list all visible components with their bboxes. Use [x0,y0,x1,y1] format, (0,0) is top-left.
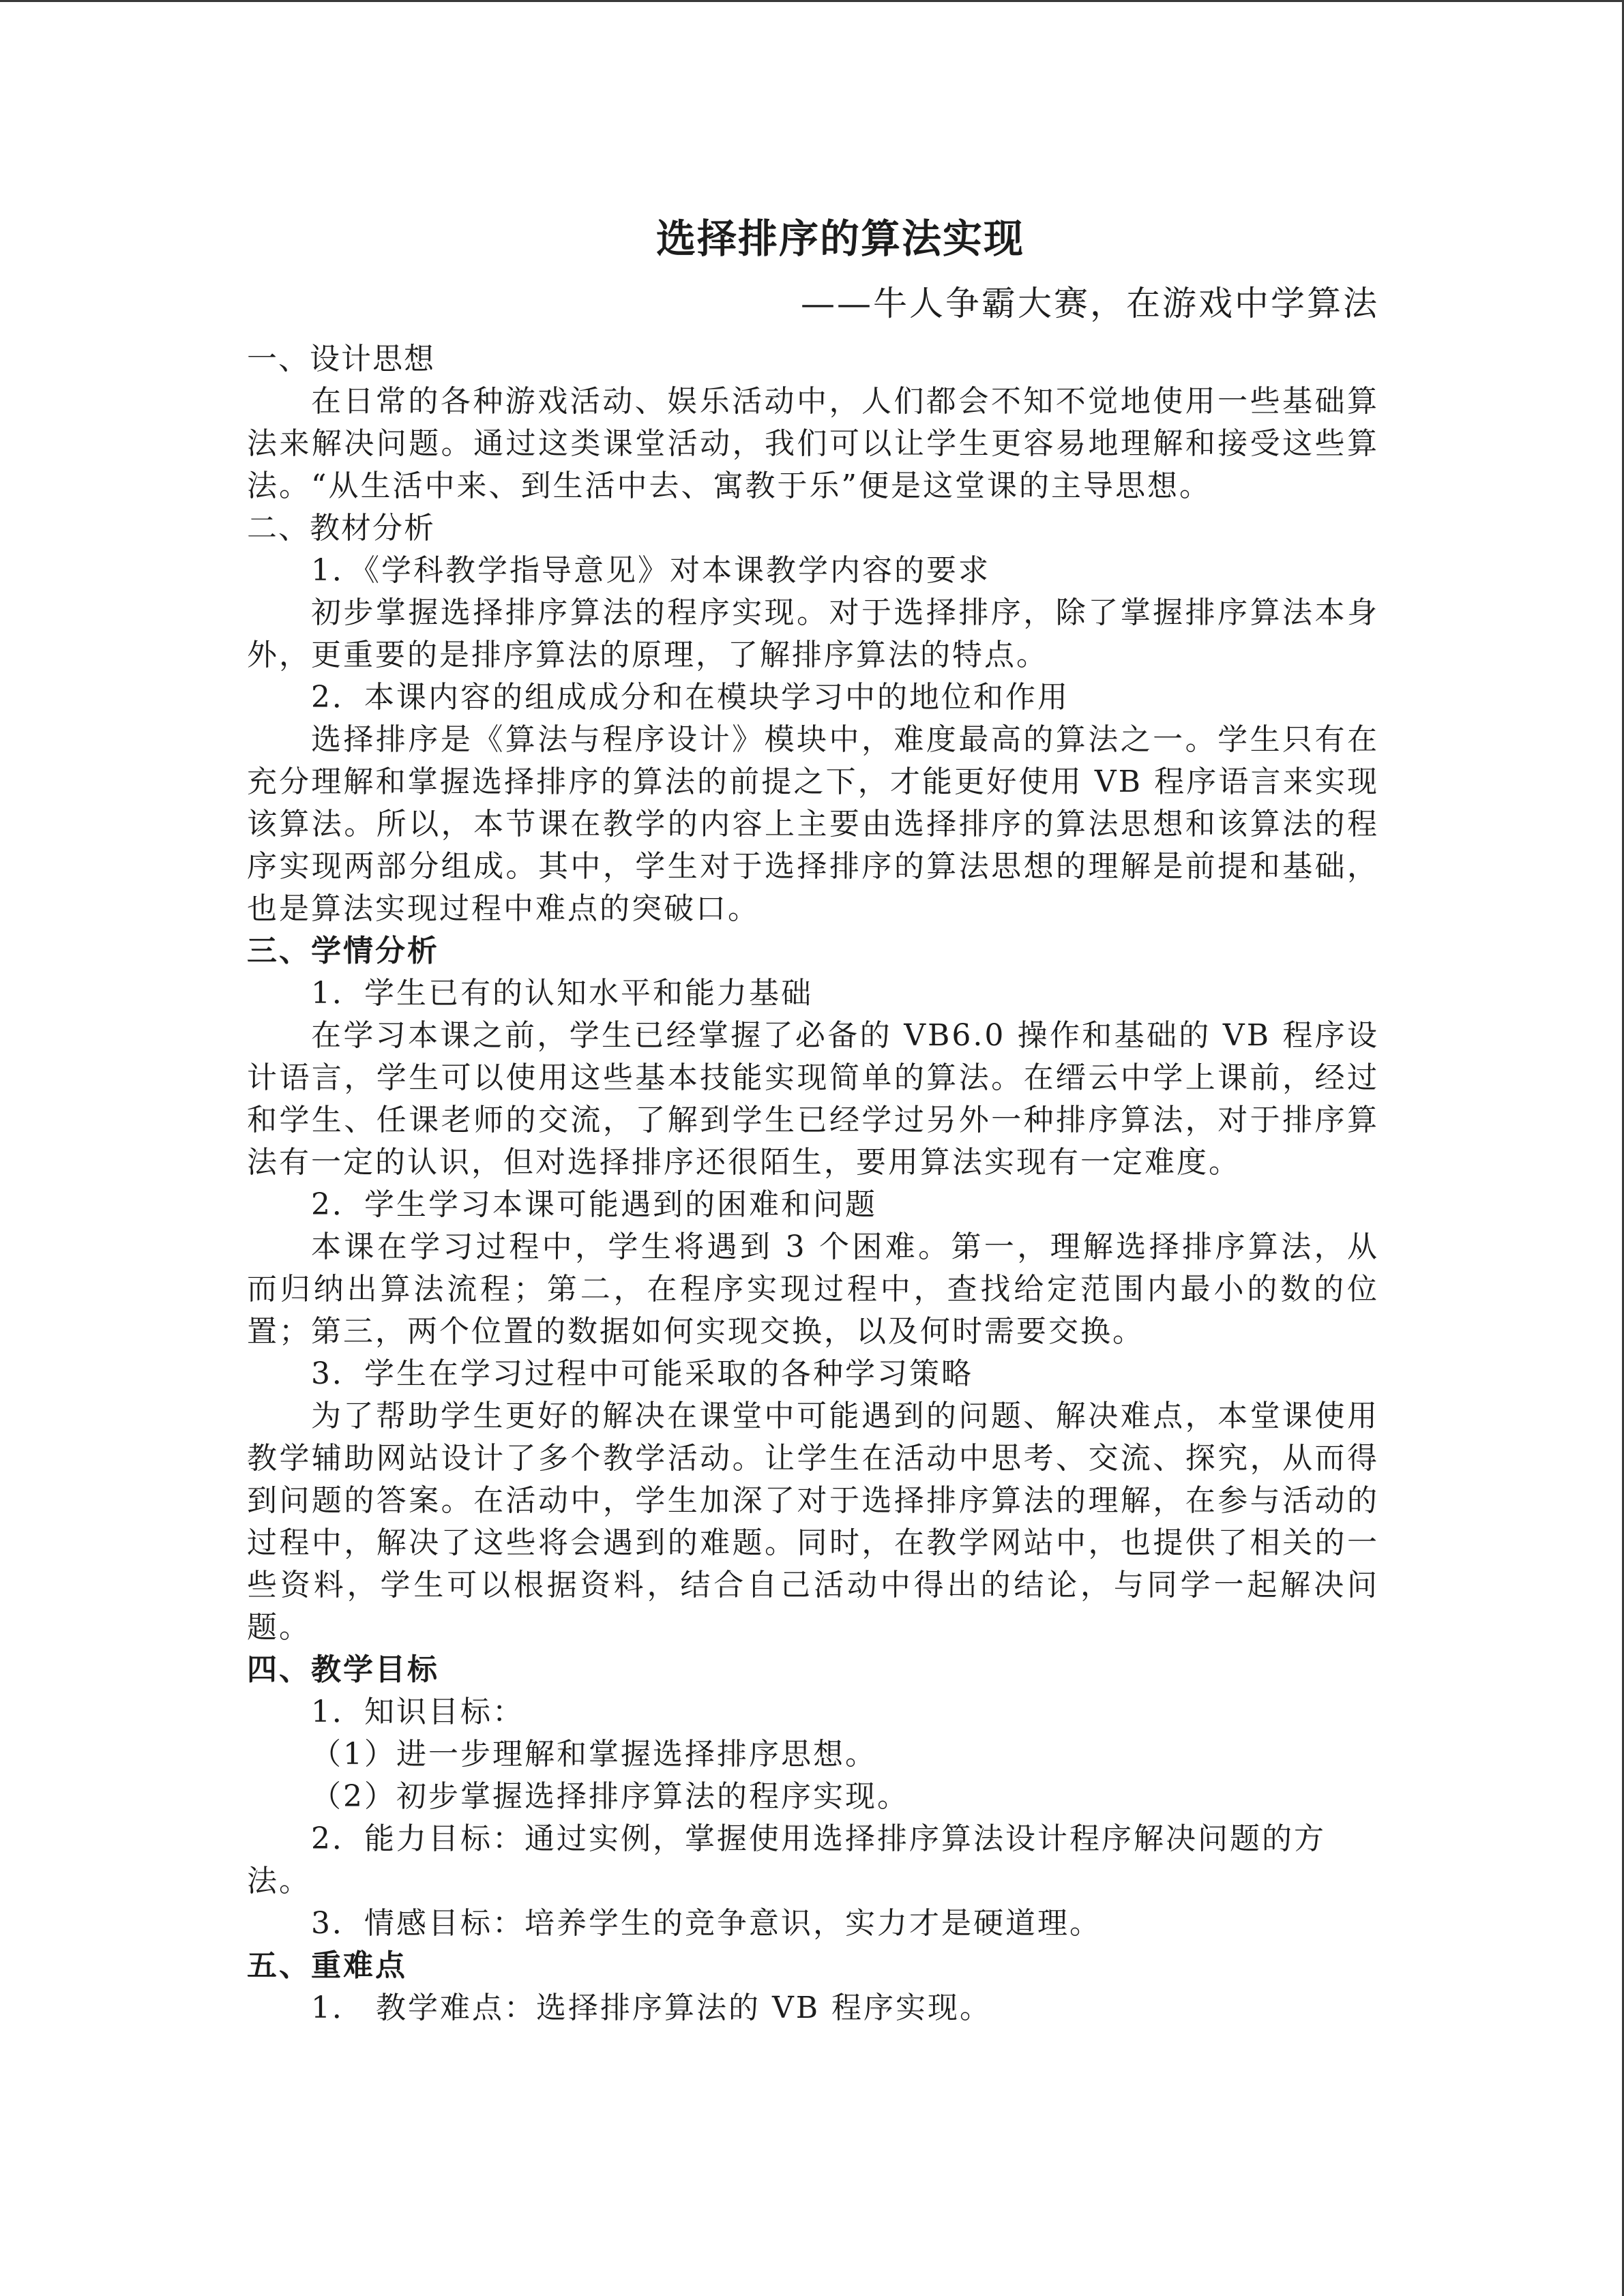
paragraph: 本课在学习过程中，学生将遇到 3 个困难。第一，理解选择排序算法，从而归纳出算法流程；第二，在程序实现过程中，查找给定范围内最小的数的位置；第三，两个位置的数据如何实现交换，以及何时需要交换。 [247,1229,1379,1349]
section-heading-teaching-goals: 四、教学目标 [247,1652,439,1687]
section-heading-key-points: 五、重难点 [247,1948,407,1983]
list-item: 3．情感目标：培养学生的竞争意识，实力才是硬道理。 [311,1906,1102,1941]
document-body [247,205,1379,2029]
sub-list-item: （2）初步掌握选择排序算法的程序实现。 [311,1779,909,1814]
paragraph: 在日常的各种游戏活动、娱乐活动中，人们都会不知不觉地使用一些基础算法来解决问题。通过这类课堂活动，我们可以让学生更容易地理解和接受这些算法。“从生活中来、到生活中去、寓教于乐”便是这堂课的主导思想。 [247,384,1379,503]
document-subtitle: ——牛人争霸大赛，在游戏中学算法 [801,284,1379,323]
document-title: 选择排序的算法实现 [655,215,1024,262]
paragraph: 选择排序是《算法与程序设计》模块中，难度最高的算法之一。学生只有在充分理解和掌握选择排序的算法的前提之下，才能更好使用 VB 程序语言来实现该算法。所以，本节课在教学的内容上主要由选择排序的算法思想和该算法的程序实现两部分组成。其中，学生对于选择排序的算法思想的理解是前提和基础，也是算法实现过程中难点的突破口。 [247,722,1379,926]
list-item: 1．学生已有的认知水平和能力基础 [311,976,813,1011]
list-item: 1．知识目标： [311,1695,525,1729]
list-item: 1． 教学难点：选择排序算法的 VB 程序实现。 [311,1991,992,2025]
paragraph: 为了帮助学生更好的解决在课堂中可能遇到的问题、解决难点，本堂课使用教学辅助网站设计了多个教学活动。让学生在活动中思考、交流、探究，从而得到问题的答案。在活动中，学生加深了对于选择排序算法的理解，在参与活动的过程中，解决了这些将会遇到的难题。同时，在教学网站中，也提供了相关的一些资料，学生可以根据资料，结合自己活动中得出的结论，与同学一起解决问题。 [247,1399,1379,1645]
section-heading-student-analysis: 三、学情分析 [247,934,439,968]
list-item: 1．《学科教学指导意见》对本课教学内容的要求 [311,553,990,588]
list-item: 2．本课内容的组成成分和在模块学习中的地位和作用 [311,680,1069,715]
section-heading-textbook-analysis: 二、教材分析 [247,511,435,546]
paragraph: 在学习本课之前，学生已经掌握了必备的 VB6.0 操作和基础的 VB 程序设计语言，学生可以使用这些基本技能实现简单的算法。在缙云中学上课前，经过和学生、任课老师的交流，了解到学生已经学过另外一种排序算法，对于排序算法有一定的认识，但对选择排序还很陌生，要用算法实现有一定难度。 [247,1018,1379,1180]
list-item: 2．学生学习本课可能遇到的困难和问题 [311,1187,877,1222]
sub-list-item: （1）进一步理解和掌握选择排序思想。 [311,1737,877,1772]
list-item: 2．能力目标：通过实例，掌握使用选择排序算法设计程序解决问题的方法。 [247,1821,1326,1898]
list-item: 3．学生在学习过程中可能采取的各种学习策略 [311,1356,973,1391]
section-heading-design-idea: 一、设计思想 [247,342,435,376]
page-top-border [0,0,1624,2]
paragraph: 初步掌握选择排序算法的程序实现。对于选择排序，除了掌握排序算法本身外，更重要的是排序算法的原理，了解排序算法的特点。 [247,595,1379,672]
